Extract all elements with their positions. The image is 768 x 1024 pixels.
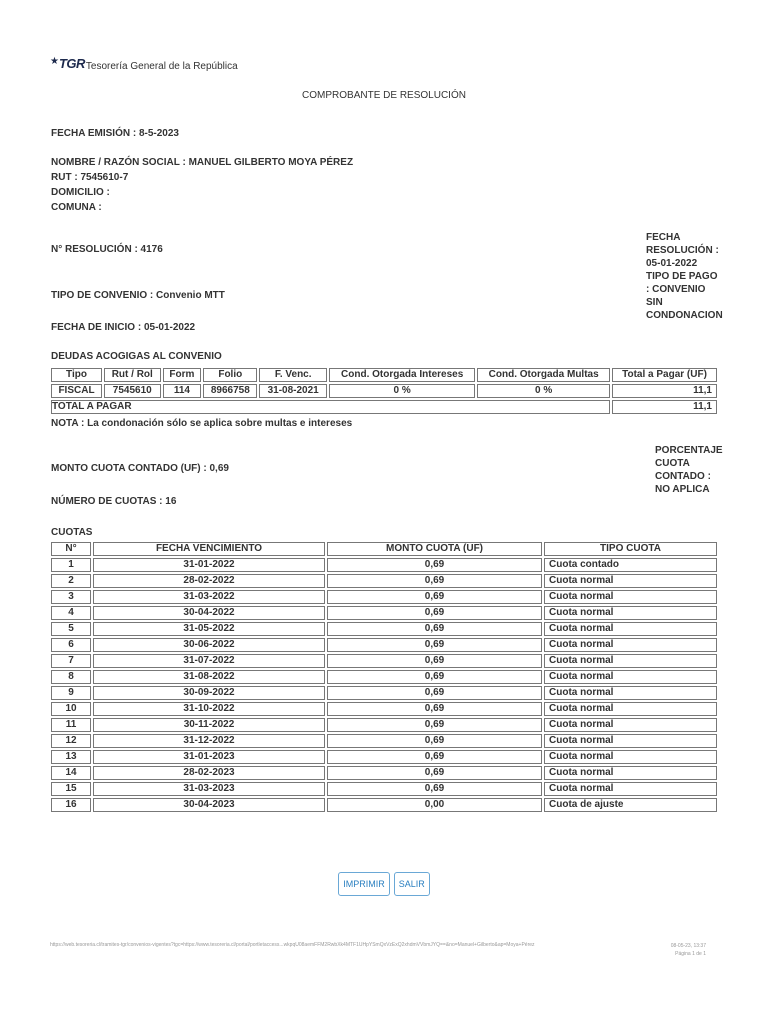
- deudas-cell: 31-08-2021: [259, 384, 327, 398]
- cuota-cell: 0,69: [327, 686, 542, 700]
- cuota-row: [51, 654, 717, 668]
- tipo-pago-line: CONDONACION: [646, 310, 723, 321]
- deudas-header: Total a Pagar (UF): [612, 368, 717, 382]
- cuota-row: [51, 606, 717, 620]
- cuota-row: [51, 702, 717, 716]
- deudas-header: Cond. Otorgada Intereses: [329, 368, 475, 382]
- cuotas-header: MONTO CUOTA (UF): [327, 542, 542, 556]
- deudas-header: Rut / Rol: [104, 368, 161, 382]
- cuota-cell: 31-07-2022: [93, 654, 325, 668]
- cuota-cell: 31-03-2022: [93, 590, 325, 604]
- cuota-cell: 15: [51, 782, 91, 796]
- cuota-cell: 5: [51, 622, 91, 636]
- cuota-row: [51, 590, 717, 604]
- deudas-header: Tipo: [51, 368, 102, 382]
- cuota-cell: Cuota normal: [544, 702, 717, 716]
- cuotas-header-row: [51, 542, 717, 556]
- cuota-cell: 30-11-2022: [93, 718, 325, 732]
- imprimir-button[interactable]: IMPRIMIR: [338, 872, 390, 896]
- cuota-cell: 0,69: [327, 734, 542, 748]
- cuota-cell: 0,69: [327, 622, 542, 636]
- deudas-header: F. Venc.: [259, 368, 327, 382]
- cuota-cell: Cuota normal: [544, 606, 717, 620]
- deudas-header: Cond. Otorgada Multas: [477, 368, 610, 382]
- rut: RUT : 7545610-7: [51, 172, 129, 183]
- deudas-total-row: [51, 400, 717, 414]
- cuota-cell: 31-01-2023: [93, 750, 325, 764]
- cuota-cell: Cuota normal: [544, 622, 717, 636]
- cuota-cell: Cuota normal: [544, 574, 717, 588]
- total-label: TOTAL A PAGAR: [51, 400, 610, 414]
- page-number: Página 1 de 1: [675, 951, 706, 957]
- cuota-cell: Cuota normal: [544, 670, 717, 684]
- logo-mark: TGR: [58, 56, 85, 71]
- porcentaje-cuota-contado: [655, 444, 735, 496]
- star-icon: ★: [50, 56, 59, 67]
- cuota-cell: 0,69: [327, 558, 542, 572]
- cuota-cell: 0,69: [327, 654, 542, 668]
- cuota-row: [51, 670, 717, 684]
- cuota-cell: 13: [51, 750, 91, 764]
- deudas-cell: FISCAL: [51, 384, 102, 398]
- porcentaje-line: CONTADO :: [655, 471, 711, 482]
- deudas-cell: 0 %: [329, 384, 475, 398]
- deudas-header: Form: [163, 368, 202, 382]
- fecha-inicio: FECHA DE INICIO : 05-01-2022: [51, 322, 196, 333]
- cuota-cell: 16: [51, 798, 91, 812]
- cuota-cell: 3: [51, 590, 91, 604]
- cuota-cell: 31-03-2023: [93, 782, 325, 796]
- tgr-logo: [50, 56, 238, 71]
- cuota-row: [51, 574, 717, 588]
- cuota-row: [51, 750, 717, 764]
- cuota-cell: Cuota contado: [544, 558, 717, 572]
- tipo-convenio: TIPO DE CONVENIO : Convenio MTT: [51, 290, 225, 301]
- cuota-row: [51, 782, 717, 796]
- cuota-cell: Cuota normal: [544, 782, 717, 796]
- cuota-row: [51, 734, 717, 748]
- cuota-cell: 11: [51, 718, 91, 732]
- cuota-cell: 6: [51, 638, 91, 652]
- cuota-cell: 0,69: [327, 638, 542, 652]
- cuota-cell: 0,69: [327, 702, 542, 716]
- total-value: 11,1: [612, 400, 717, 414]
- cuota-cell: 30-09-2022: [93, 686, 325, 700]
- tipo-pago: [646, 270, 726, 322]
- print-timestamp: 08-05-23, 13:37: [670, 943, 706, 949]
- cuota-cell: Cuota normal: [544, 750, 717, 764]
- cuota-cell: Cuota normal: [544, 654, 717, 668]
- cuota-cell: Cuota normal: [544, 766, 717, 780]
- nombre: NOMBRE / RAZÓN SOCIAL : MANUEL GILBERTO MOYA PÉREZ: [51, 157, 354, 168]
- cuota-cell: 10: [51, 702, 91, 716]
- cuota-cell: Cuota normal: [544, 638, 717, 652]
- fecha-emision: FECHA EMISIÓN : 8-5-2023: [51, 128, 179, 139]
- cuota-cell: 0,69: [327, 606, 542, 620]
- cuota-cell: 9: [51, 686, 91, 700]
- cuota-cell: 4: [51, 606, 91, 620]
- cuota-cell: 0,69: [327, 750, 542, 764]
- cuota-cell: 0,69: [327, 782, 542, 796]
- cuota-cell: 0,69: [327, 574, 542, 588]
- deudas-cell: 8966758: [203, 384, 257, 398]
- deudas-label: DEUDAS ACOGIGAS AL CONVENIO: [51, 351, 222, 362]
- deudas-cell: 0 %: [477, 384, 610, 398]
- domicilio: DOMICILIO :: [51, 187, 110, 198]
- cuotas-header: TIPO CUOTA: [544, 542, 717, 556]
- cuota-row: [51, 686, 717, 700]
- footer-date: [660, 942, 706, 958]
- numero-resolucion: N° RESOLUCIÓN : 4176: [51, 244, 163, 255]
- cuota-cell: 0,69: [327, 766, 542, 780]
- cuota-cell: 30-06-2022: [93, 638, 325, 652]
- cuota-cell: Cuota de ajuste: [544, 798, 717, 812]
- fecha-resolucion-line: RESOLUCIÓN :: [646, 245, 719, 256]
- cuotas-header: N°: [51, 542, 91, 556]
- numero-cuotas: NÚMERO DE CUOTAS : 16: [51, 496, 177, 507]
- deudas-header: Folio: [203, 368, 257, 382]
- tipo-pago-line: SIN: [646, 297, 663, 308]
- porcentaje-line: CUOTA: [655, 458, 690, 469]
- cuota-cell: 31-08-2022: [93, 670, 325, 684]
- tipo-pago-line: TIPO DE PAGO: [646, 271, 718, 282]
- logo-text: Tesorería General de la República: [85, 61, 238, 72]
- deudas-cell: 7545610: [104, 384, 161, 398]
- deudas-table: [49, 366, 719, 416]
- fecha-resolucion: [646, 231, 726, 270]
- cuota-cell: 7: [51, 654, 91, 668]
- cuota-row: [51, 766, 717, 780]
- cuota-cell: Cuota normal: [544, 734, 717, 748]
- porcentaje-line: PORCENTAJE: [655, 445, 723, 456]
- cuota-cell: 12: [51, 734, 91, 748]
- cuota-cell: 0,69: [327, 718, 542, 732]
- action-buttons: [0, 872, 768, 896]
- document-title: COMPROBANTE DE RESOLUCIÓN: [302, 90, 466, 101]
- cuota-row: [51, 638, 717, 652]
- cuota-cell: 8: [51, 670, 91, 684]
- cuota-row: [51, 718, 717, 732]
- cuota-cell: 31-12-2022: [93, 734, 325, 748]
- cuota-cell: 30-04-2022: [93, 606, 325, 620]
- cuota-row: [51, 798, 717, 812]
- cuotas-header: FECHA VENCIMIENTO: [93, 542, 325, 556]
- tipo-pago-line: : CONVENIO: [646, 284, 706, 295]
- cuota-row: [51, 558, 717, 572]
- monto-cuota-contado: MONTO CUOTA CONTADO (UF) : 0,69: [51, 463, 229, 474]
- cuotas-label: CUOTAS: [51, 527, 93, 538]
- cuota-cell: 0,69: [327, 670, 542, 684]
- cuota-cell: 1: [51, 558, 91, 572]
- cuota-cell: 30-04-2023: [93, 798, 325, 812]
- cuota-cell: Cuota normal: [544, 590, 717, 604]
- cuota-cell: 31-05-2022: [93, 622, 325, 636]
- cuota-cell: 14: [51, 766, 91, 780]
- cuotas-table: [49, 540, 719, 814]
- cuota-cell: Cuota normal: [544, 686, 717, 700]
- deudas-cell: 11,1: [612, 384, 717, 398]
- cuota-cell: Cuota normal: [544, 718, 717, 732]
- cuota-cell: 28-02-2023: [93, 766, 325, 780]
- cuota-cell: 31-01-2022: [93, 558, 325, 572]
- deudas-cell: 114: [163, 384, 202, 398]
- deudas-header-row: [51, 368, 717, 382]
- deudas-row: [51, 384, 717, 398]
- nota: NOTA : La condonación sólo se aplica sobre multas e intereses: [51, 418, 353, 429]
- cuota-cell: 0,69: [327, 590, 542, 604]
- porcentaje-line: NO APLICA: [655, 484, 710, 495]
- cuota-cell: 0,00: [327, 798, 542, 812]
- cuota-cell: 28-02-2022: [93, 574, 325, 588]
- comuna: COMUNA :: [51, 202, 102, 213]
- cuota-row: [51, 622, 717, 636]
- fecha-resolucion-line: FECHA: [646, 232, 681, 243]
- footer-url: https://web.tesoreria.cl/tramites-tgr/convenios-vigentes?tgc=https://www.tesoreria.cl/portal/portletaccess...wkpqU08aemFFM2RwbXk4MTF1UHpYSmQxVzExQ2xhdmVVbmJYQ==&no=Manuel+Gilberto&ap=Moya+Pérez: [50, 942, 535, 948]
- cuota-cell: 31-10-2022: [93, 702, 325, 716]
- fecha-resolucion-line: 05-01-2022: [646, 258, 698, 269]
- cuota-cell: 2: [51, 574, 91, 588]
- salir-button[interactable]: SALIR: [394, 872, 430, 896]
